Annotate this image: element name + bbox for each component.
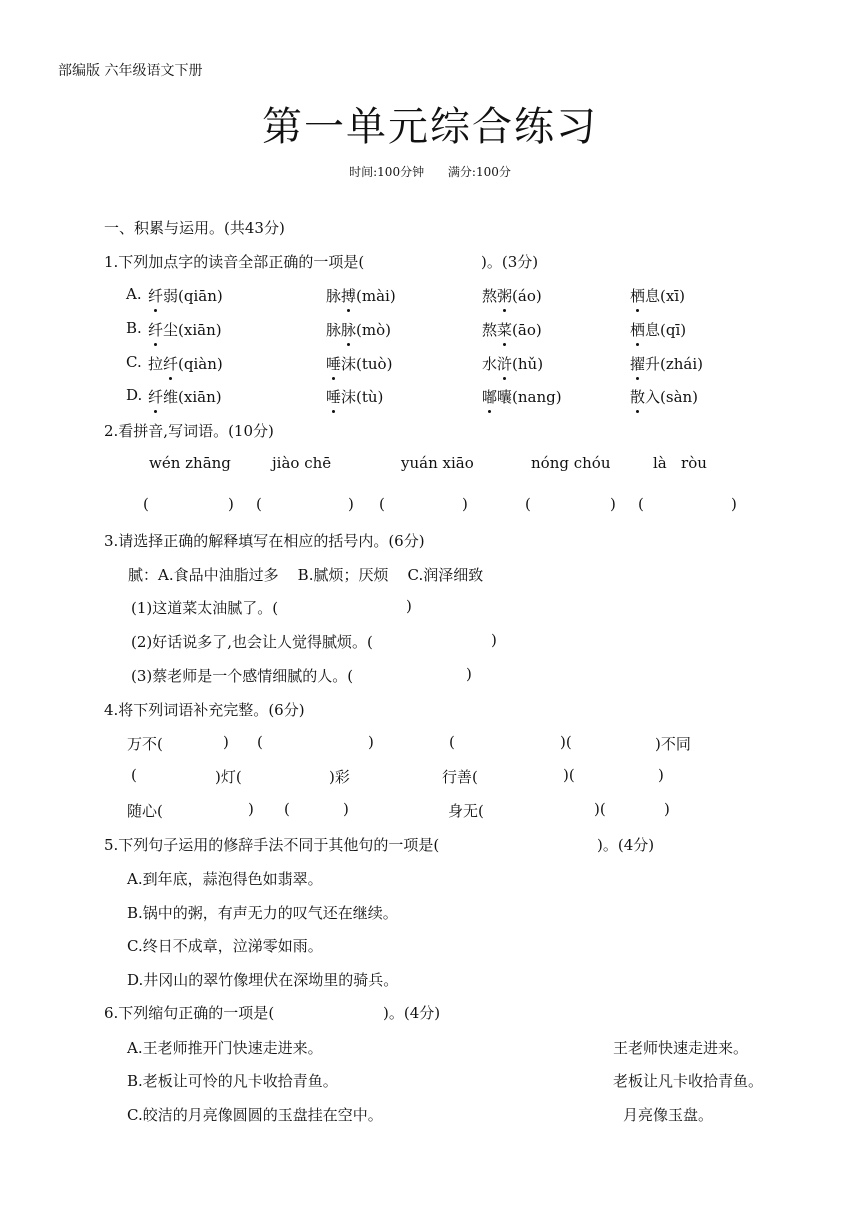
q3-close-1: ): [406, 597, 412, 615]
word-reading: (hǔ): [512, 355, 544, 373]
q1-word: [326, 319, 391, 340]
answer-open-1: (: [143, 495, 149, 513]
idiom-xingshan: 行善(: [442, 768, 478, 786]
q6-stem: 6.下列缩句正确的一项是(: [104, 1004, 275, 1022]
q1-option-label: A.: [126, 285, 142, 303]
idiom-cai: )彩: [329, 768, 350, 786]
pinyin-3: yuán xiāo: [401, 454, 474, 472]
q4-stem: 4.将下列词语补充完整。(6分): [104, 701, 305, 719]
word-reading: 弱(qiān): [163, 287, 223, 305]
word-reading: 沫(tuò): [341, 355, 393, 373]
word-text: 熬: [482, 287, 498, 305]
dotted-character: 纤: [148, 388, 164, 406]
q1-stem-end: )。(3分): [481, 253, 539, 271]
q1-word: [326, 285, 396, 306]
q3-options: 腻：A.食品中油脂过多 B.腻烦；厌烦 C.润泽细致: [128, 566, 484, 584]
section-heading: 一、积累与运用。(共43分): [104, 219, 285, 237]
q6-option-b: B.老板让可怜的凡卡收拾青鱼。: [127, 1072, 338, 1090]
dotted-character: 脉: [341, 321, 357, 339]
dotted-character: 擢: [630, 355, 646, 373]
answer-close-1: ): [228, 495, 234, 513]
answer-open-2: (: [256, 495, 262, 513]
pinyin-1: wén zhāng: [149, 454, 231, 472]
dotted-character: 浒: [497, 355, 513, 373]
answer-close-3: ): [462, 495, 468, 513]
word-reading: 息(qī): [645, 321, 687, 339]
q1-word: [630, 285, 685, 306]
idiom-open: (: [131, 766, 137, 784]
q1-word: [482, 353, 543, 374]
dotted-character: 纤: [148, 287, 164, 305]
dotted-character: 粥: [497, 287, 513, 305]
dotted-character: 栖: [630, 321, 646, 339]
q6-stem-end: )。(4分): [383, 1004, 441, 1022]
q1-word: [482, 285, 542, 306]
q1-stem: 1.下列加点字的读音全部正确的一项是(: [104, 253, 365, 271]
q5-option-c: C.终日不成章，泣涕零如雨。: [127, 937, 323, 955]
idiom-open: (: [284, 800, 290, 818]
answer-open-4: (: [525, 495, 531, 513]
word-reading: (qiàn): [178, 355, 223, 373]
dotted-character: 搏: [341, 287, 357, 305]
word-reading: 入(sàn): [645, 388, 699, 406]
word-reading: 息(xī): [645, 287, 685, 305]
idiom-deng: )灯(: [215, 768, 242, 786]
dotted-character: 散: [630, 388, 646, 406]
q3-sentence-3: (3)蔡老师是一个感情细腻的人。(: [131, 667, 354, 685]
idiom-butong: )不同: [655, 735, 691, 753]
idiom-shenwu: 身无(: [448, 802, 484, 820]
pinyin-2: jiào chē: [272, 454, 332, 472]
word-reading: 沫(tù): [341, 388, 384, 406]
q1-word: [630, 386, 698, 407]
q5-option-b: B.锅中的粥，有声无力的叹气还在继续。: [127, 904, 398, 922]
q1-word: [148, 386, 222, 407]
pinyin-4: nóng chóu: [531, 454, 611, 472]
answer-open-5: (: [638, 495, 644, 513]
word-reading: (mài): [356, 287, 396, 305]
word-reading: 升(zhái): [645, 355, 704, 373]
q1-word: [630, 353, 703, 374]
answer-close-2: ): [348, 495, 354, 513]
q1-word: [482, 386, 562, 407]
q1-word: [326, 353, 392, 374]
pinyin-5: là ròu: [653, 454, 707, 472]
idiom-open: (: [257, 733, 263, 751]
word-text: 拉: [148, 355, 164, 373]
idiom-mid: )(: [560, 733, 572, 751]
q3-stem: 3.请选择正确的解释填写在相应的括号内。(6分): [104, 532, 425, 550]
dotted-character: 纤: [163, 355, 179, 373]
answer-close-5: ): [731, 495, 737, 513]
q1-word: [482, 319, 542, 340]
idiom-wanbu: 万不(: [127, 735, 163, 753]
dotted-character: 唾: [326, 355, 342, 373]
answer-open-3: (: [379, 495, 385, 513]
idiom-mid: )(: [563, 766, 575, 784]
q3-sentence-2: (2)好话说多了,也会让人觉得腻烦。(: [131, 633, 373, 651]
q5-stem: 5.下列句子运用的修辞手法不同于其他句的一项是(: [104, 836, 440, 854]
word-reading: 囔(nang): [497, 388, 562, 406]
word-text: 熬: [482, 321, 498, 339]
q3-sentence-1: (1)这道菜太油腻了。(: [131, 599, 279, 617]
word-text: 脉: [326, 321, 342, 339]
dotted-character: 嘟: [482, 388, 498, 406]
q5-stem-end: )。(4分): [597, 836, 655, 854]
q2-stem: 2.看拼音,写词语。(10分): [104, 422, 274, 440]
q6-option-b-result: 老板让凡卡收拾青鱼。: [613, 1072, 764, 1090]
full-score: 满分:100分: [447, 165, 511, 179]
idiom-close: ): [658, 766, 664, 784]
q6-option-c-result: 月亮像玉盘。: [623, 1106, 714, 1124]
q1-word: [148, 319, 222, 340]
answer-close-4: ): [610, 495, 616, 513]
q5-option-a: A.到年底，蒜泡得色如翡翠。: [127, 870, 323, 888]
page-title: 第一单元综合练习: [262, 104, 598, 150]
q1-word: [630, 319, 686, 340]
word-reading: (mò): [356, 321, 391, 339]
idiom-open: (: [449, 733, 455, 751]
q1-word: [148, 353, 223, 374]
dotted-character: 唾: [326, 388, 342, 406]
idiom-close: ): [368, 733, 374, 751]
time-limit: 时间:100分钟: [349, 165, 425, 179]
q1-word: [326, 386, 383, 407]
word-text: 水: [482, 355, 498, 373]
q1-option-label: C.: [126, 353, 142, 371]
word-reading: (áo): [512, 287, 542, 305]
q6-option-a-result: 王老师快速走进来。: [613, 1039, 749, 1057]
q6-option-a: A.王老师推开门快速走进来。: [127, 1039, 323, 1057]
idiom-close: ): [248, 800, 254, 818]
idiom-close: ): [223, 733, 229, 751]
series-label: 部编版 六年级语文下册: [58, 63, 203, 79]
q3-close-2: ): [491, 631, 497, 649]
dotted-character: 纤: [148, 321, 164, 339]
word-reading: (āo): [512, 321, 542, 339]
exam-meta: [0, 163, 860, 180]
idiom-mid: )(: [594, 800, 606, 818]
idiom-close: ): [664, 800, 670, 818]
idiom-suixin: 随心(: [127, 802, 163, 820]
idiom-close: ): [343, 800, 349, 818]
word-reading: 尘(xiān): [163, 321, 222, 339]
word-text: 脉: [326, 287, 342, 305]
q5-option-d: D.井冈山的翠竹像埋伏在深坳里的骑兵。: [127, 971, 399, 989]
word-reading: 维(xiān): [163, 388, 222, 406]
q1-option-label: D.: [126, 386, 143, 404]
q1-option-label: B.: [126, 319, 142, 337]
q3-close-3: ): [466, 665, 472, 683]
dotted-character: 菜: [497, 321, 513, 339]
dotted-character: 栖: [630, 287, 646, 305]
q1-word: [148, 285, 223, 306]
q6-option-c: C.皎洁的月亮像圆圆的玉盘挂在空中。: [127, 1106, 383, 1124]
